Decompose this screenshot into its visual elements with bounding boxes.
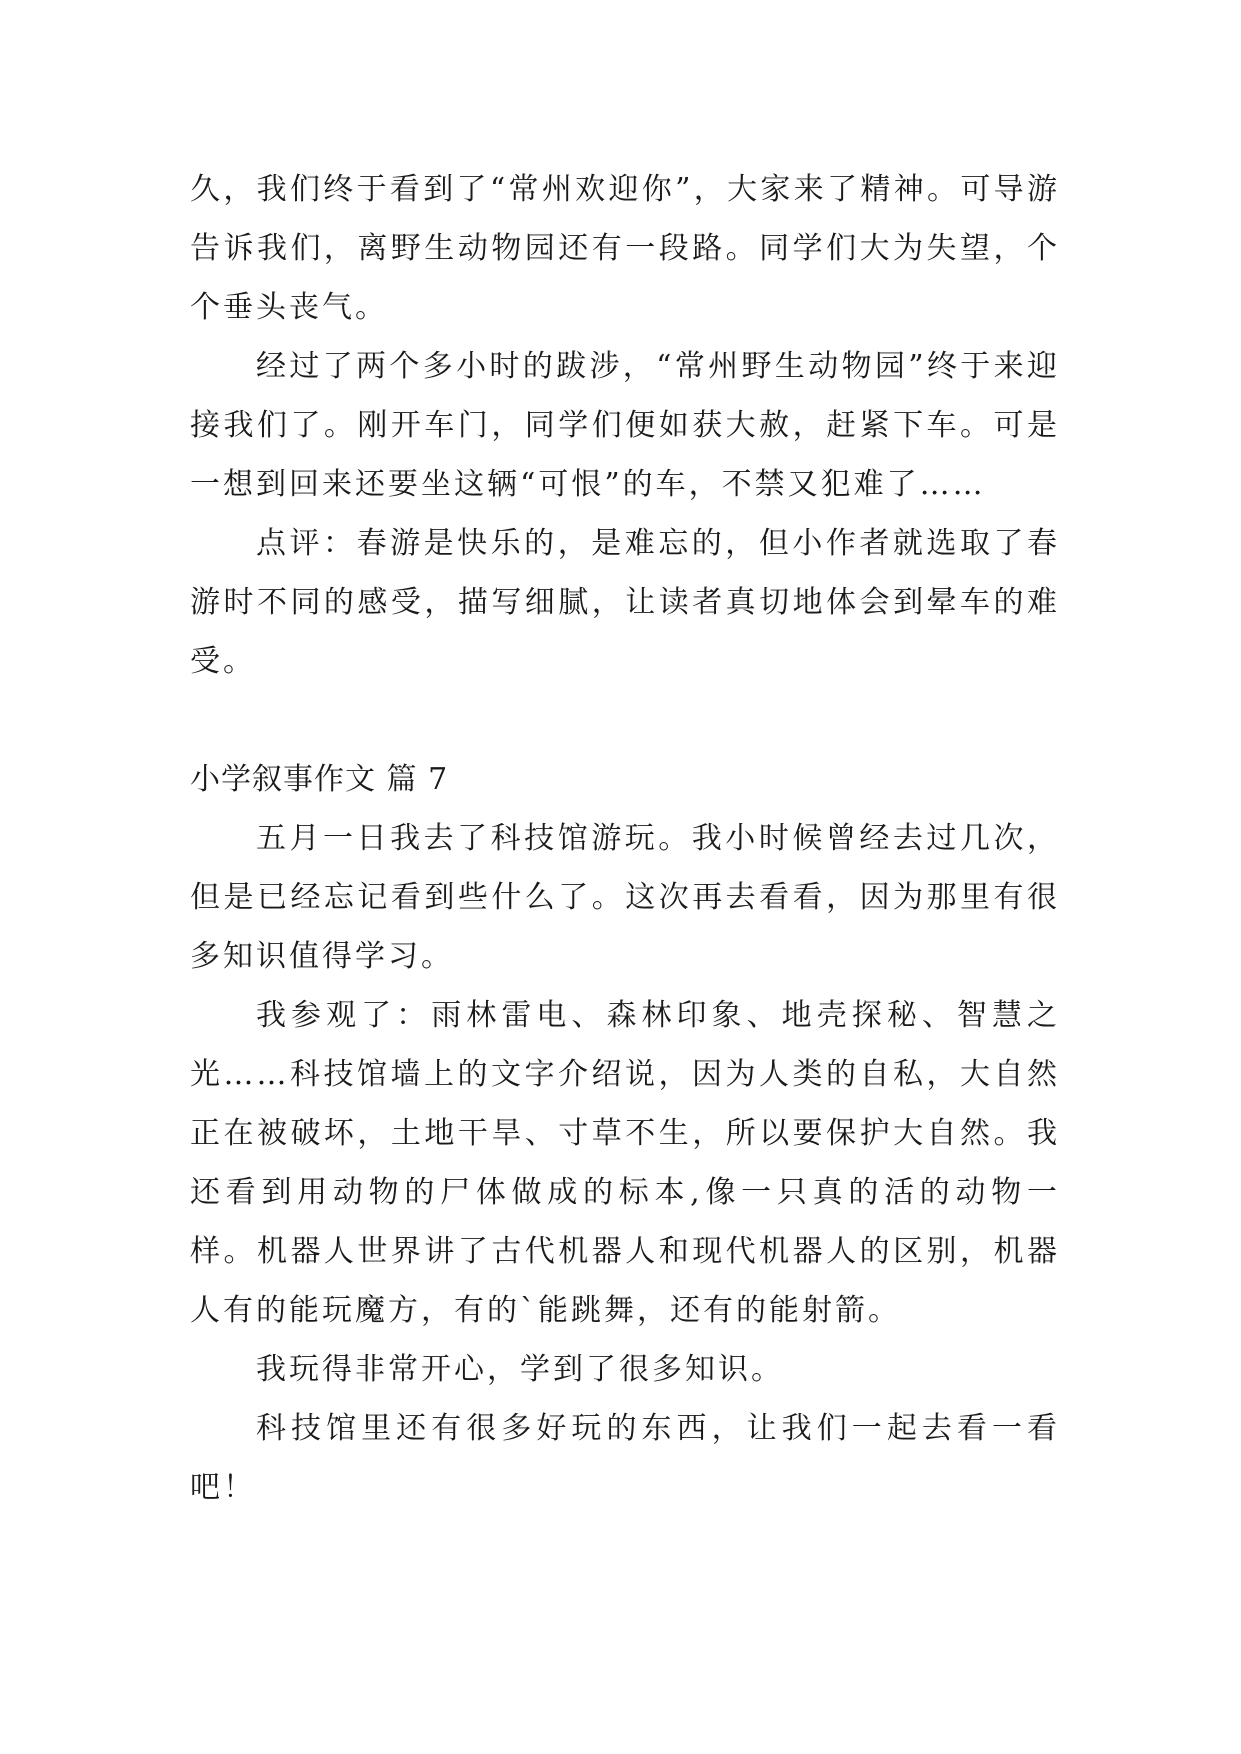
paragraph-feeling: 我玩得非常开心，学到了很多知识。 — [256, 1352, 784, 1387]
paragraph-arrival: 经过了两个多小时的跋涉，“常州野生动物园”终于来迎接我们了。刚开车门，同学们便如获大赦，赶紧下车。可是一想到回来还要坐这辆“可恨”的车，不禁又犯难了…… — [190, 349, 1060, 502]
paragraph-intro: 五月一日我去了科技馆游玩。我小时候曾经去过几次，但是已经忘记看到些什么了。这次再去看看，因为那里有很多知识值得学习。 — [190, 821, 1060, 974]
paragraph-visit: 我参观了：雨林雷电、森林印象、地壳探秘、智慧之光……科技馆墙上的文字介绍说，因为人类的自私，大自然正在被破坏，土地干旱、寸草不生，所以要保护大自然。我还看到用动物的尸体做成的标本,像一只真的活的动物一样。机器人世界讲了古代机器人和现代机器人的区别，机器人有的能玩魔方，有的`能跳舞，还有的能射箭。 — [190, 998, 1060, 1328]
paragraph-comment: 点评：春游是快乐的，是难忘的，但小作者就选取了春游时不同的感受，描写细腻，让读者真切地体会到晕车的难受。 — [190, 526, 1060, 679]
paragraph-continuation: 久，我们终于看到了“常州欢迎你”，大家来了精神。可导游告诉我们，离野生动物园还有一段路。同学们大为失望，个个垂头丧气。 — [190, 172, 1060, 325]
section-title: 小学叙事作文 篇 7 — [190, 762, 449, 797]
document-body — [190, 160, 1060, 1517]
paragraph-closing: 科技馆里还有很多好玩的东西，让我们一起去看一看吧！ — [190, 1411, 1060, 1505]
